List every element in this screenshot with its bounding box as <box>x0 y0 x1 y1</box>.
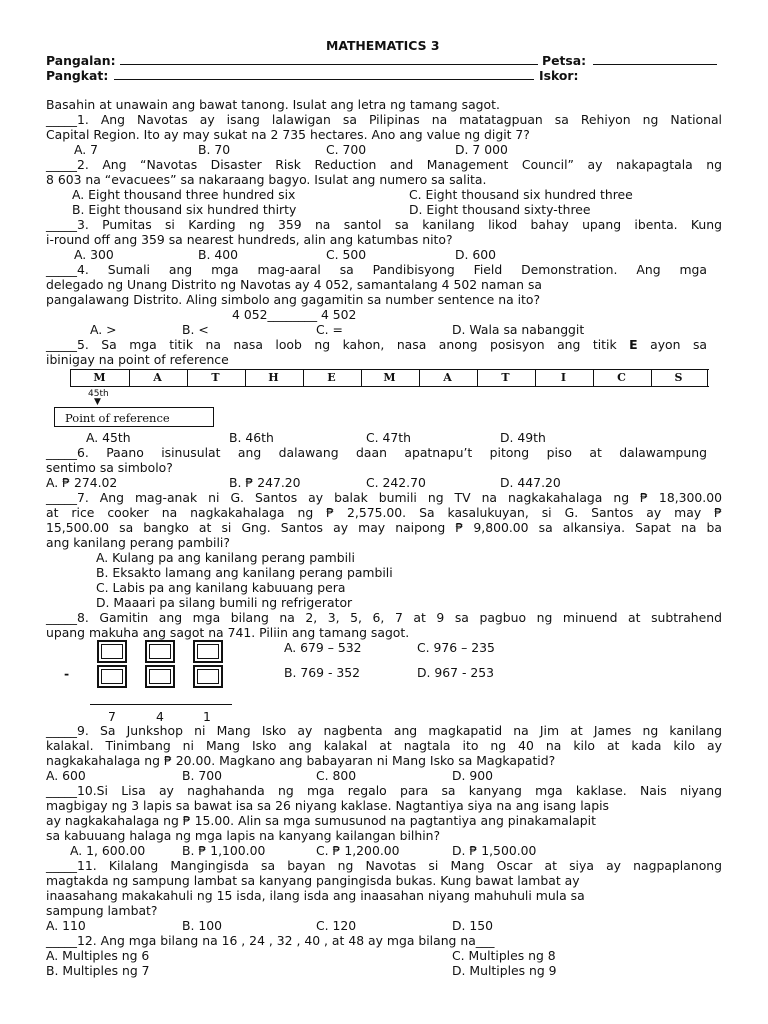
q7-option-a[interactable]: A. Kulang pa ang kanilang perang pambili <box>96 550 355 565</box>
name-field[interactable] <box>120 53 538 65</box>
q9-option-b[interactable]: B. 700 <box>182 768 223 783</box>
digit-box[interactable] <box>97 665 127 688</box>
q6-option-c[interactable]: C. 242.70 <box>366 475 426 490</box>
q3-line-1: _____3. Pumitas si Karding ng 359 na santol sa kanilang likod bahay upang ibenta. Kung <box>46 217 722 232</box>
letter-cell: M <box>71 370 130 386</box>
q3-option-d[interactable]: D. 600 <box>455 247 497 262</box>
q5-line-1 <box>46 337 707 352</box>
q5-option-c[interactable]: C. 47th <box>366 430 412 445</box>
q7-line-1: _____7. Ang mag-anak ni G. Santos ay balak bumili ng TV na nagkakahalaga ng ₱ 18,300.00 <box>46 490 722 505</box>
date-field[interactable] <box>593 53 717 65</box>
digit-box[interactable] <box>145 640 175 663</box>
q1-line-1: _____1. Ang Navotas ay isang lalawigan sa Pilipinas na matatagpuan sa Rehiyon ng National <box>46 112 722 127</box>
q2-option-a[interactable]: A. Eight thousand three hundred six <box>72 187 296 202</box>
q8-option-d[interactable]: D. 967 - 253 <box>417 665 495 680</box>
q8-line-2: upang makuha ang sagot na 741. Piliin ang tamang sagot. <box>46 625 410 640</box>
q6-line-2: sentimo sa simbolo? <box>46 460 173 475</box>
letter-cell: T <box>187 370 246 386</box>
answer-digit: 1 <box>203 709 211 724</box>
q9-line-1: _____9. Sa Junkshop ni Mang Isko ay nagbenta ang magkapatid na Jim at James ng kanilang <box>46 723 722 738</box>
q3-option-b[interactable]: B. 400 <box>198 247 239 262</box>
q2-option-c[interactable]: C. Eight thousand six hundred three <box>409 187 633 202</box>
q10-option-c[interactable]: C. ₱ 1,200.00 <box>316 843 400 858</box>
letter-cell: H <box>245 370 304 386</box>
q11-line-1: _____11. Kilalang Mangingisda sa bayan ng Navotas si Mang Oscar at siya ay nagpaplanong <box>46 858 722 873</box>
q12-option-b[interactable]: B. Multiples ng 7 <box>46 963 150 978</box>
q3-line-2: i-round off ang 359 sa nearest hundreds, alin ang katumbas nito? <box>46 232 453 247</box>
q6-option-a[interactable]: A. ₱ 274.02 <box>46 475 118 490</box>
q5-line-2: ibinigay na point of reference <box>46 352 229 367</box>
q1-line-2: Capital Region. Ito ay may sukat na 2 735 hectares. Ano ang value ng digit 7? <box>46 127 530 142</box>
section-label: Pangkat: <box>46 68 109 83</box>
q8-option-b[interactable]: B. 769 - 352 <box>284 665 361 680</box>
q4-line-2: delegado ng Unang Distrito ng Navotas ay 4 052, samantalang 4 502 naman sa <box>46 277 542 292</box>
q11-line-4: sampung lambat? <box>46 903 158 918</box>
digit-box[interactable] <box>193 665 223 688</box>
date-label: Petsa: <box>542 53 587 68</box>
digit-box[interactable] <box>97 640 127 663</box>
q7-line-4: ang kanilang perang pambili? <box>46 535 230 550</box>
q10-option-d[interactable]: D. ₱ 1,500.00 <box>452 843 537 858</box>
q5-option-a[interactable]: A. 45th <box>86 430 131 445</box>
q1-option-a[interactable]: A. 7 <box>74 142 99 157</box>
q11-option-c[interactable]: C. 120 <box>316 918 357 933</box>
point-of-reference-box: Point of reference <box>54 407 214 427</box>
score-label: Iskor: <box>539 68 579 83</box>
letter-cell: A <box>419 370 478 386</box>
q12-option-a[interactable]: A. Multiples ng 6 <box>46 948 150 963</box>
digit-box[interactable] <box>193 640 223 663</box>
letter-cell: C <box>593 370 652 386</box>
q12-option-c[interactable]: C. Multiples ng 8 <box>452 948 556 963</box>
answer-digit: 7 <box>108 709 116 724</box>
letter-cell: A <box>129 370 188 386</box>
letters-row <box>70 369 709 387</box>
section-field[interactable] <box>114 68 534 80</box>
q11-line-3: inaasahang makakahuli ng 15 isda, ilang isda ang inaasahan niyang mahuhuli mula sa <box>46 888 585 903</box>
q4-line-1: _____4. Sumali ang mga mag-aaral sa Pandibisyong Field Demonstration. Ang mga <box>46 262 707 277</box>
q4-option-c[interactable]: C. = <box>316 322 343 337</box>
q4-line-3: pangalawang Distrito. Aling simbolo ang gagamitin sa number sentence na ito? <box>46 292 541 307</box>
q9-line-2: kalakal. Tinimbang ni Mang Isko ang kalakal at nagtala ito ng 40 na kilo at kada kilo ay <box>46 738 722 753</box>
q2-line-1: _____2. Ang “Navotas Disaster Risk Reduction and Management Council” ay nakapagtala ng <box>46 157 722 172</box>
q7-line-3: 15,500.00 sa bangko at si Gng. Santos ay may naipong ₱ 9,800.00 sa alkansiya. Sapat na ba <box>46 520 722 535</box>
q6-option-d[interactable]: D. 447.20 <box>500 475 561 490</box>
q11-option-a[interactable]: A. 110 <box>46 918 86 933</box>
q5-option-b[interactable]: B. 46th <box>229 430 274 445</box>
q9-option-c[interactable]: C. 800 <box>316 768 357 783</box>
q11-option-d[interactable]: D. 150 <box>452 918 494 933</box>
q7-option-d[interactable]: D. Maaari pa silang bumili ng refrigerator <box>96 595 353 610</box>
digit-box[interactable] <box>145 665 175 688</box>
letter-cell: E <box>303 370 362 386</box>
down-arrow-icon: ▼ <box>94 397 101 407</box>
q9-option-a[interactable]: A. 600 <box>46 768 86 783</box>
q7-option-b[interactable]: B. Eksakto lamang ang kanilang perang pambili <box>96 565 393 580</box>
subtraction-line <box>90 704 232 705</box>
q4-number-sentence: 4 052________ 4 502 <box>232 307 357 322</box>
worksheet-title: MATHEMATICS 3 <box>326 38 440 53</box>
q10-option-b[interactable]: B. ₱ 1,100.00 <box>182 843 266 858</box>
position-label: 45th <box>88 389 109 399</box>
letter-cell: M <box>361 370 420 386</box>
q10-line-3: ay nagkakahalaga ng ₱ 15.00. Alin sa mga sumusunod na pagtantiya ang pinakamalapit <box>46 813 596 828</box>
q9-option-d[interactable]: D. 900 <box>452 768 494 783</box>
q8-option-c[interactable]: C. 976 – 235 <box>417 640 495 655</box>
name-label: Pangalan: <box>46 53 116 68</box>
q2-option-d[interactable]: D. Eight thousand sixty-three <box>409 202 591 217</box>
q1-option-d[interactable]: D. 7 000 <box>455 142 508 157</box>
q5-line-1-text: _____5. Sa mga titik na nasa loob ng kahon, nasa anong posisyon ang titik E ayon sa <box>46 337 708 352</box>
answer-digit: 4 <box>156 709 164 724</box>
q8-line-1: _____8. Gamitin ang mga bilang na 2, 3, 5, 6, 7 at 9 sa pagbuo ng minuend at subtrahend <box>46 610 722 625</box>
letter-cell: I <box>535 370 594 386</box>
q6-option-b[interactable]: B. ₱ 247.20 <box>229 475 301 490</box>
q2-option-b[interactable]: B. Eight thousand six hundred thirty <box>72 202 297 217</box>
q5-option-d[interactable]: D. 49th <box>500 430 546 445</box>
q12-line-1: _____12. Ang mga bilang na 16 , 24 , 32 , 40 , at 48 ay mga bilang na___ <box>46 933 495 948</box>
q8-option-a[interactable]: A. 679 – 532 <box>284 640 362 655</box>
emphasized-letter: E <box>629 337 638 352</box>
q11-line-2: magtakda ng sampung lambat sa kanyang pangingisda bukas. Kung bawat lambat ay <box>46 873 580 888</box>
q6-line-1: _____6. Paano isinusulat ang dalawang daan apatnapu’t pitong piso at dalawampung <box>46 445 707 460</box>
q10-option-a[interactable]: A. 1, 600.00 <box>70 843 146 858</box>
q10-line-2: magbigay ng 3 lapis sa bawat isa sa 26 niyang kaklase. Nagtantiya siya na ang isang lapis <box>46 798 610 813</box>
q12-option-d[interactable]: D. Multiples ng 9 <box>452 963 557 978</box>
q10-line-4: sa kabuuang halaga ng mga lapis na kanyang kailangan bilhin? <box>46 828 441 843</box>
instructions: Basahin at unawain ang bawat tanong. Isulat ang letra ng tamang sagot. <box>46 97 500 112</box>
q3-option-c[interactable]: C. 500 <box>326 247 367 262</box>
q7-line-2: at rice cooker na nagkakahalaga ng ₱ 2,575.00. Sa kasalukuyan, si G. Santos ay may ₱ <box>46 505 722 520</box>
q2-line-2: 8 603 na “evacuees” sa nakaraang bagyo. Isulat ang numero sa salita. <box>46 172 487 187</box>
q7-option-c[interactable]: C. Labis pa ang kanilang kabuuang pera <box>96 580 346 595</box>
minus-sign: - <box>64 666 70 681</box>
q4-option-a[interactable]: A. > <box>90 322 117 337</box>
q11-option-b[interactable]: B. 100 <box>182 918 223 933</box>
q1-option-b[interactable]: B. 70 <box>198 142 231 157</box>
q3-option-a[interactable]: A. 300 <box>74 247 114 262</box>
letter-cell: T <box>477 370 536 386</box>
q4-option-b[interactable]: B. < <box>182 322 209 337</box>
q9-line-3: nagkakahalaga ng ₱ 20.00. Magkano ang babayaran ni Mang Isko sa Magkapatid? <box>46 753 556 768</box>
letter-cell: S <box>651 370 708 386</box>
q10-line-1: _____10.Si Lisa ay naghahanda ng mga regalo para sa kanyang mga kaklase. Nais niyang <box>46 783 722 798</box>
q1-option-c[interactable]: C. 700 <box>326 142 367 157</box>
q4-option-d[interactable]: D. Wala sa nabanggit <box>452 322 585 337</box>
